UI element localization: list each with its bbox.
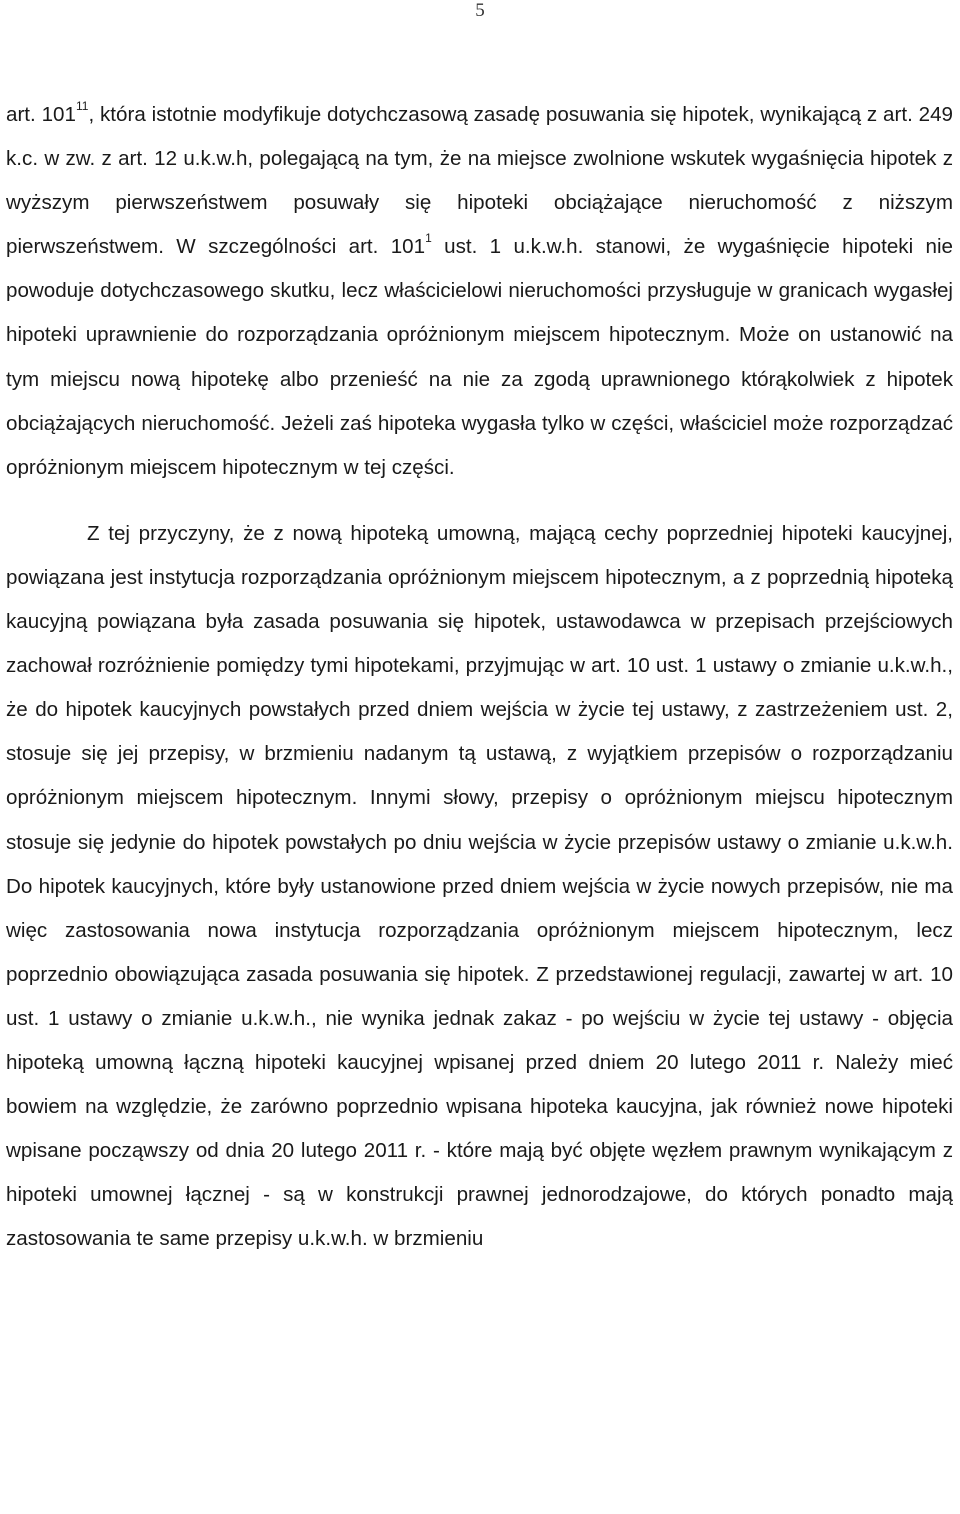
superscript-1: 1	[425, 231, 432, 246]
document-body	[6, 93, 953, 1261]
paragraph-1	[6, 93, 953, 490]
superscript-11: 11	[75, 99, 89, 113]
page-number: 5	[475, 0, 485, 21]
paragraph-1-text-b: , która istotnie modyfikuje dotychczasową zasadę posuwania się hipotek, wynikającą z art. 249 k.c. w zw. z art. 12 u.k.w.h, polegającą na tym, że na miejsce zwolnione wskutek wygaśnięcia hipotek z wyższym pierwszeństwem posuwały się hipoteki obciążające nieruchomość z niższym pierwszeństwem. W szczególności art. 101	[6, 103, 954, 259]
paragraph-2: Z tej przyczyny, że z nową hipoteką umowną, mającą cechy poprzedniej hipoteki kaucyjnej, powiązana jest instytucja rozporządzania opróżnionym miejscem hipotecznym, a z poprzednią hipoteką kaucyjną powiązana była zasada posuwania się hipotek, ustawodawca w przepisach przejściowych zachował rozróżnienie pomiędzy tymi hipotekami, przyjmując w art. 10 ust. 1 ustawy o zmianie u.k.w.h., że do hipotek kaucyjnych powstałych przed dniem wejścia w życie tej ustawy, z zastrzeżeniem ust. 2, stosuje się jej przepisy, w brzmieniu nadanym tą ustawą, z wyjątkiem przepisów o rozporządzaniu opróżnionym miejscem hipotecznym. Innymi słowy, przepisy o opróżnionym miejscu hipotecznym stosuje się jedynie do hipotek powstałych po dniu wejścia w życie przepisów ustawy o zmianie u.k.w.h. Do hipotek kaucyjnych, które były ustanowione przed dniem wejścia w życie nowych przepisów, nie ma więc zastosowania nowa instytucja rozporządzania opróżnionym miejscem hipotecznym, lecz poprzednio obowiązująca zasada posuwania się hipotek. Z przedstawionej regulacji, zawartej w art. 10 ust. 1 ustawy o zmianie u.k.w.h., nie wynika jednak zakaz - po wejściu w życie tej ustawy - objęcia hipoteką umowną łączną hipoteki kaucyjnej wpisanej przed dniem 20 lutego 2011 r. Należy mieć bowiem na względzie, że zarówno poprzednio wpisana hipoteka kaucyjna, jak również nowe hipoteki wpisane począwszy od dnia 20 lutego 2011 r. - które mają być objęte węzłem prawnym wynikającym z hipoteki umownej łącznej - są w konstrukcji prawnej jednorodzajowe, do których ponadto mają zastosowania te same przepisy u.k.w.h. w brzmieniu	[6, 521, 953, 1251]
paragraph-1-text-c: ust. 1 u.k.w.h. stanowi, że wygaśnięcie hipoteki nie powoduje dotychczasowego skutku, lecz właścicielowi nieruchomości przysługuje w granicach wygasłej hipoteki uprawnienie do rozporządzania opróżnionym miejscem hipotecznym. Może on ustanowić na tym miejscu nową hipotekę albo przenieść na nie za zgodą uprawnionego którąkolwiek z hipotek obciążających nieruchomość. Jeżeli zaś hipoteka wygasła tylko w części, właściciel może rozporządzać opróżnionym miejscem hipotecznym w tej części.	[6, 235, 953, 479]
paragraph-1-text-a: art. 101	[6, 103, 76, 126]
